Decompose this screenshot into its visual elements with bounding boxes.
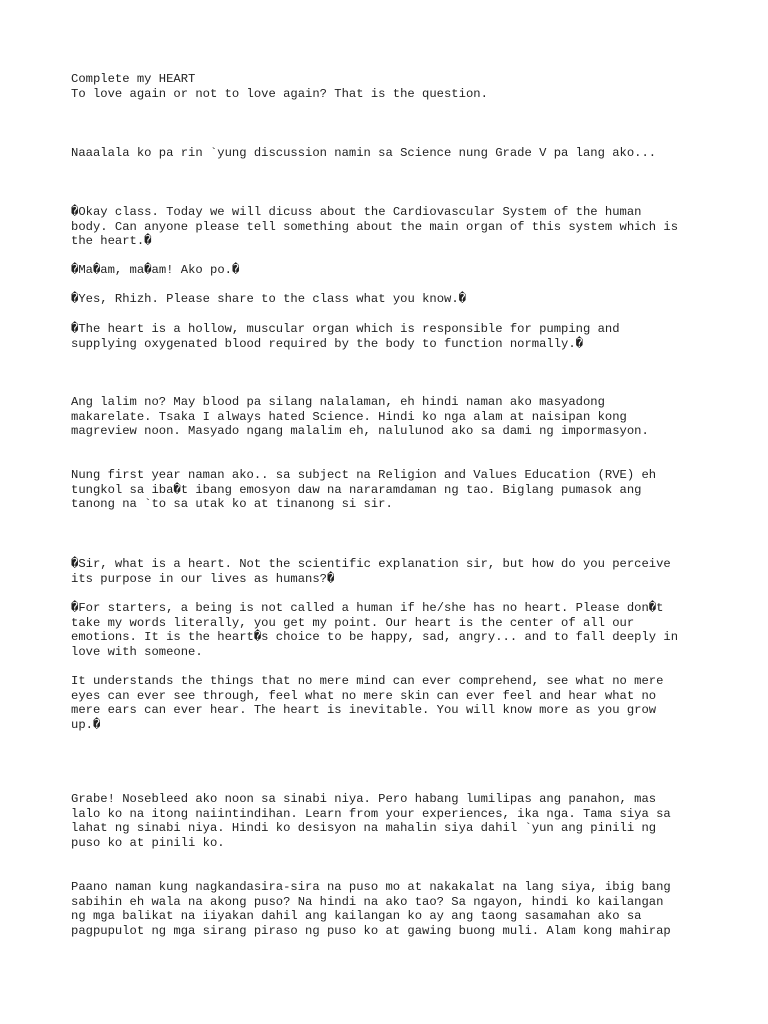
document-title: Complete my HEART (71, 72, 196, 86)
paragraph-3: �Ma�am, ma�am! Ako po.� (71, 263, 240, 277)
paragraph-4: �Yes, Rhizh. Please share to the class what you know.� (71, 292, 466, 306)
paragraph-8: �Sir, what is a heart. Not the scientific explanation sir, but how do you perceive its purpose in our lives as humans?� (71, 557, 671, 586)
paragraph-5: �The heart is a hollow, muscular organ which is responsible for pumping and supplying oxygenated blood required by the body to function normally.� (71, 322, 620, 351)
document-page (71, 72, 701, 938)
paragraph-6: Ang lalim no? May blood pa silang nalalaman, eh hindi naman ako masyadong makarelate. Tsaka I always hated Science. Hindi ko nga alam at naisipan kong magreview noon. Masyado ngang malalim eh, nalulunod ako sa dami ng impormasyon. (71, 395, 649, 439)
document-subtitle: To love again or not to love again? That is the question. (71, 87, 488, 101)
paragraph-2: �Okay class. Today we will dicuss about the Cardiovascular System of the human body. Can anyone please tell something about the main organ of this system which is the heart.� (71, 205, 679, 249)
paragraph-1: Naaalala ko pa rin `yung discussion namin sa Science nung Grade V pa lang ako... (71, 146, 657, 160)
paragraph-12: Paano naman kung nagkandasira-sira na puso mo at nakakalat na lang siya, ibig bang sabihin eh wala na akong puso? Na hindi na ako tao? Sa ngayon, hindi ko kailangan ng mga balikat na iiyakan dahil ang kailangan ko ay ang taong sasamahan ako sa pagpupulot ng mga sirang piraso ng puso ko at gawing buong muli. Alam kong mahirap (71, 880, 671, 938)
paragraph-9: �For starters, a being is not called a human if he/she has no heart. Please don�t take my words literally, you get my point. Our heart is the center of all our emotions. It is the heart�s choice to be happy, sad, angry... and to fall deeply in love with someone. (71, 601, 679, 659)
paragraph-7: Nung first year naman ako.. sa subject na Religion and Values Education (RVE) eh tungkol sa iba�t ibang emosyon daw na nararamdaman ng tao. Biglang pumasok ang tanong na `to sa utak ko at tinanong si sir. (71, 468, 657, 512)
paragraph-10: It understands the things that no mere mind can ever comprehend, see what no mere eyes can ever see through, feel what no mere skin can ever feel and hear what no mere ears can ever hear. The heart is inevitable. You will know more as you grow up.� (71, 674, 664, 732)
paragraph-11: Grabe! Nosebleed ako noon sa sinabi niya. Pero habang lumilipas ang panahon, mas lalo ko na itong naiintindihan. Learn from your experiences, ika nga. Tama siya sa lahat ng sinabi niya. Hindi ko desisyon na mahalin siya dahil `yun ang pinili ng puso ko at pinili ko. (71, 792, 671, 850)
